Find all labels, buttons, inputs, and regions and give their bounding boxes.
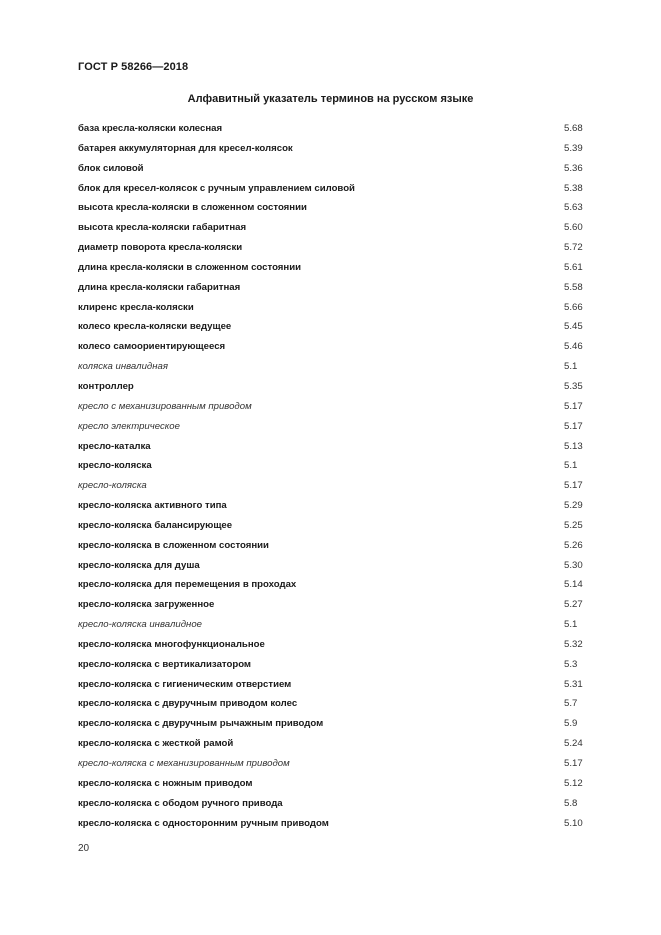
index-term: коляска инвалидная <box>78 361 168 373</box>
index-term: кресло-каталка <box>78 440 151 452</box>
index-term: кресло-коляска с ободом ручного привода <box>78 797 283 809</box>
index-term: кресло-коляска с гигиеническим отверстием <box>78 678 292 690</box>
index-entry <box>78 814 598 834</box>
index-reference: 5.30 <box>564 559 583 571</box>
index-entry <box>78 575 598 595</box>
index-reference: 5.36 <box>564 162 583 174</box>
index-reference: 5.7 <box>564 698 578 710</box>
index-entry <box>78 794 598 814</box>
index-reference: 5.25 <box>564 519 583 531</box>
index-entry <box>78 437 598 457</box>
index-entry <box>78 774 598 794</box>
index-term: кресло электрическое <box>78 420 180 432</box>
index-term: кресло-коляска в сложенном состоянии <box>78 539 269 551</box>
index-reference: 5.9 <box>564 718 578 730</box>
index-term: высота кресла-коляски габаритная <box>78 222 247 234</box>
index-entry <box>78 754 598 774</box>
index-entry <box>78 159 598 179</box>
index-term: кресло-коляска для перемещения в проходах <box>78 579 297 591</box>
index-reference: 5.63 <box>564 202 583 214</box>
index-reference: 5.27 <box>564 599 583 611</box>
index-entry <box>78 714 598 734</box>
index-entry <box>78 397 598 417</box>
index-entry <box>78 655 598 675</box>
index-reference: 5.13 <box>564 440 583 452</box>
term-index-list <box>78 119 598 833</box>
index-term: кресло-коляска с жесткой рамой <box>78 738 234 750</box>
index-reference: 5.68 <box>564 123 583 134</box>
index-term: блок силовой <box>78 162 144 174</box>
index-term: кресло-коляска многофункциональное <box>78 638 265 650</box>
index-entry <box>78 278 598 298</box>
index-entry <box>78 298 598 318</box>
index-reference: 5.8 <box>564 797 578 809</box>
index-term: блок для кресел-колясок с ручным управлением силовой <box>78 182 355 194</box>
index-reference: 5.17 <box>564 758 583 769</box>
index-reference: 5.66 <box>564 301 583 313</box>
index-entry <box>78 456 598 476</box>
index-reference: 5.3 <box>564 658 578 670</box>
index-entry <box>78 635 598 655</box>
index-entry <box>78 615 598 635</box>
index-term: кресло-коляска с вертикализатором <box>78 658 252 670</box>
index-entry <box>78 377 598 397</box>
index-entry <box>78 258 598 278</box>
index-entry <box>78 734 598 754</box>
index-entry <box>78 119 598 139</box>
index-term: колесо кресла-коляски ведущее <box>78 321 232 333</box>
index-entry <box>78 516 598 536</box>
index-term: кресло-коляска балансирующее <box>78 519 233 531</box>
index-term: диаметр поворота кресла-коляски <box>78 242 243 254</box>
index-term: высота кресла-коляски в сложенном состоянии <box>78 202 307 214</box>
index-term: база кресла-коляски колесная <box>78 123 223 134</box>
index-entry <box>78 417 598 437</box>
index-entry <box>78 476 598 496</box>
index-reference: 5.58 <box>564 281 583 293</box>
index-entry <box>78 179 598 199</box>
index-reference: 5.39 <box>564 142 583 154</box>
index-entry <box>78 218 598 238</box>
index-reference: 5.17 <box>564 400 583 412</box>
index-title: Алфавитный указатель терминов на русском языке <box>187 93 474 105</box>
index-reference: 5.61 <box>564 261 583 273</box>
index-reference: 5.32 <box>564 638 583 650</box>
index-term: батарея аккумуляторная для кресел-колясок <box>78 142 293 154</box>
index-entry <box>78 496 598 516</box>
index-term: кресло с механизированным приводом <box>78 400 252 412</box>
index-term: кресло-коляска инвалидное <box>78 619 202 631</box>
index-entry <box>78 675 598 695</box>
index-term: клиренс кресла-коляски <box>78 301 194 313</box>
index-reference: 5.17 <box>564 420 583 432</box>
index-reference: 5.1 <box>564 619 578 631</box>
index-reference: 5.72 <box>564 242 583 254</box>
index-term: кресло-коляска активного типа <box>78 500 227 512</box>
index-entry <box>78 238 598 258</box>
index-term: длина кресла-коляски в сложенном состоянии <box>78 261 301 273</box>
index-term: кресло-коляска с односторонним ручным приводом <box>78 817 329 829</box>
index-reference: 5.14 <box>564 579 583 591</box>
index-reference: 5.38 <box>564 182 583 194</box>
index-entry <box>78 317 598 337</box>
index-entry <box>78 694 598 714</box>
index-term: кресло-коляска <box>78 460 152 472</box>
page-number: 20 <box>78 843 90 854</box>
index-reference: 5.35 <box>564 380 583 392</box>
index-reference: 5.46 <box>564 341 583 353</box>
index-entry <box>78 337 598 357</box>
index-reference: 5.1 <box>564 361 578 373</box>
index-reference: 5.1 <box>564 460 578 472</box>
index-term: колесо самоориентирующееся <box>78 341 226 353</box>
index-reference: 5.24 <box>564 738 583 750</box>
index-reference: 5.17 <box>564 480 583 492</box>
index-entry <box>78 139 598 159</box>
index-term: кресло-коляска с механизированным приводом <box>78 758 290 769</box>
index-term: кресло-коляска с двуручным рычажным приводом <box>78 718 324 730</box>
index-term: кресло-коляска <box>78 480 147 492</box>
index-term: контроллер <box>78 380 134 392</box>
index-entry <box>78 556 598 576</box>
index-reference: 5.26 <box>564 539 583 551</box>
index-reference: 5.31 <box>564 678 583 690</box>
index-reference: 5.10 <box>564 817 583 829</box>
index-entry <box>78 595 598 615</box>
index-entry <box>78 198 598 218</box>
index-term: длина кресла-коляски габаритная <box>78 281 241 293</box>
document-code: ГОСТ Р 58266—2018 <box>78 61 189 73</box>
index-entry <box>78 357 598 377</box>
index-term: кресло-коляска с двуручным приводом колес <box>78 698 298 710</box>
index-reference: 5.45 <box>564 321 583 333</box>
index-term: кресло-коляска с ножным приводом <box>78 777 253 789</box>
index-term: кресло-коляска для душа <box>78 559 200 571</box>
index-term: кресло-коляска загруженное <box>78 599 215 611</box>
index-reference: 5.29 <box>564 500 583 512</box>
index-reference: 5.60 <box>564 222 583 234</box>
index-entry <box>78 536 598 556</box>
index-reference: 5.12 <box>564 777 583 789</box>
